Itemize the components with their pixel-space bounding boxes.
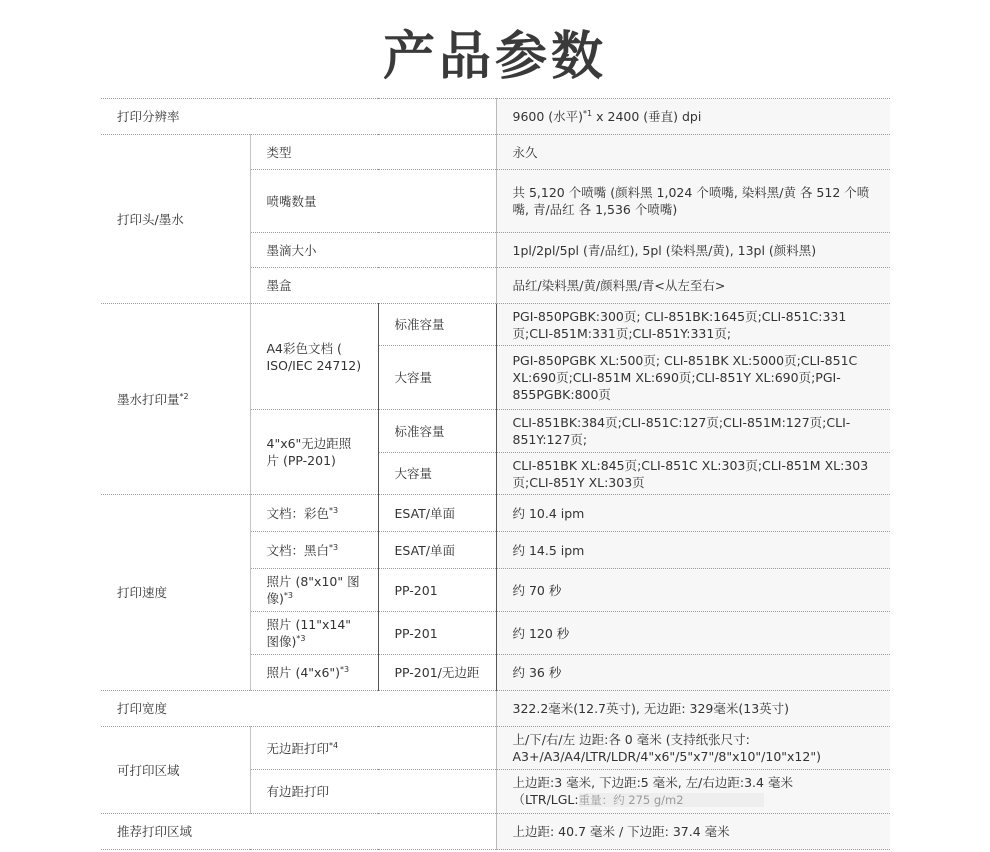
yield-photo-standard-value: CLI-851BK:384页;CLI-851C:127页;CLI-851M:127页;CLI-851Y:127页; (496, 410, 890, 453)
row-value-resolution: 9600 (水平)$^{*1}$ x 2400 (垂直) dpi (496, 99, 890, 135)
spec-table (101, 98, 890, 850)
yield-a4-xl-value: PGI-850PGBK XL:500页; CLI-851BK XL:5000页;CLI-851C XL:690页;CLI-851M XL:690页;CLI-851Y XL:690页;PGI-855PGBK:800页 (496, 346, 890, 410)
row-value-recommended: 上边距: 40.7 毫米 / 下边距: 37.4 毫米 (496, 814, 890, 850)
speed-photo-11x14-value: 约 120 秒 (496, 612, 890, 655)
speed-photo-4x6-mode: PP-201/无边距 (378, 655, 496, 691)
table-row (101, 99, 890, 135)
row-label-yield: 墨水打印量$^{*2}$ (101, 304, 250, 495)
speed-doc-bw-mode: ESAT/单面 (378, 532, 496, 569)
area-borderless-value: 上/下/右/左 边距:各 0 毫米 (支持纸张尺寸: A3+/A3/A4/LTR/LDR/4"x6"/5"x7"/8"x10"/10"x12") (496, 727, 890, 770)
yield-a4-standard-value: PGI-850PGBK:300页; CLI-851BK:1645页;CLI-851C:331页;CLI-851M:331页;CLI-851Y:331页; (496, 304, 890, 346)
row-label-width: 打印宽度 (101, 691, 496, 727)
sub-label-type: 类型 (250, 135, 496, 170)
value-nozzles: 共 5,120 个喷嘴 (颜料黑 1,024 个喷嘴, 染料黑/黄 各 512 个喷嘴, 青/品红 各 1,536 个喷嘴) (496, 170, 890, 233)
area-borderless-label: 无边距打印$^{*4}$ (250, 727, 496, 770)
speed-doc-bw-label: 文档：黑白$^{*3}$ (250, 532, 378, 569)
yield-photo-xl-label: 大容量 (378, 453, 496, 495)
watermark-overlay: 重量：约 275 g/m2 (579, 793, 764, 807)
value-droplet: 1pl/2pl/5pl (青/品红), 5pl (染料黑/黄), 13pl (颜料黑) (496, 233, 890, 268)
page-title: 产品参数 (382, 27, 607, 87)
row-label-recommended: 推荐打印区域 (101, 814, 496, 850)
sub-label-cartridge: 墨盒 (250, 268, 496, 304)
value-cartridge: 品红/染料黑/黄/颜料黑/青<从左至右> (496, 268, 890, 304)
row-label-printhead: 打印头/墨水 (101, 135, 250, 304)
speed-doc-bw-value: 约 14.5 ipm (496, 532, 890, 569)
value-type: 永久 (496, 135, 890, 170)
row-label-speed: 打印速度 (101, 495, 250, 691)
speed-photo-11x14-mode: PP-201 (378, 612, 496, 655)
yield-a4-standard-label: 标准容量 (378, 304, 496, 346)
table-row (101, 814, 890, 850)
yield-photo-xl-value: CLI-851BK XL:845页;CLI-851C XL:303页;CLI-851M XL:303页;CLI-851Y XL:303页 (496, 453, 890, 495)
table-row (101, 691, 890, 727)
speed-doc-color-label: 文档：彩色$^{*3}$ (250, 495, 378, 532)
row-value-width: 322.2毫米(12.7英寸), 无边距: 329毫米(13英寸) (496, 691, 890, 727)
yield-a4-xl-label: 大容量 (378, 346, 496, 410)
sub-label-nozzles: 喷嘴数量 (250, 170, 496, 233)
speed-doc-color-value: 约 10.4 ipm (496, 495, 890, 532)
speed-photo-8x10-mode: PP-201 (378, 569, 496, 612)
speed-doc-color-mode: ESAT/单面 (378, 495, 496, 532)
table-row (101, 135, 890, 170)
yield-photo-label: 4"x6"无边距照片 (PP-201) (250, 410, 378, 495)
table-row (101, 495, 890, 532)
speed-photo-8x10-label: 照片 (8"x10" 图像)$^{*3}$ (250, 569, 378, 612)
table-row (101, 727, 890, 770)
yield-a4-label: A4彩色文档 ( ISO/IEC 24712) (250, 304, 378, 410)
area-bordered-value: 上边距:3 毫米, 下边距:5 毫米, 左/右边距:3.4 毫米 （LTR/LGL:重量：约 275 g/m2 (496, 770, 890, 814)
speed-photo-4x6-value: 约 36 秒 (496, 655, 890, 691)
row-label-resolution: 打印分辨率 (101, 99, 496, 135)
yield-photo-standard-label: 标准容量 (378, 410, 496, 453)
sub-label-droplet: 墨滴大小 (250, 233, 496, 268)
row-label-area: 可打印区域 (101, 727, 250, 814)
speed-photo-8x10-value: 约 70 秒 (496, 569, 890, 612)
speed-photo-4x6-label: 照片 (4"x6")$^{*3}$ (250, 655, 378, 691)
speed-photo-11x14-label: 照片 (11"x14" 图像)$^{*3}$ (250, 612, 378, 655)
table-row (101, 304, 890, 346)
area-bordered-label: 有边距打印 (250, 770, 496, 814)
